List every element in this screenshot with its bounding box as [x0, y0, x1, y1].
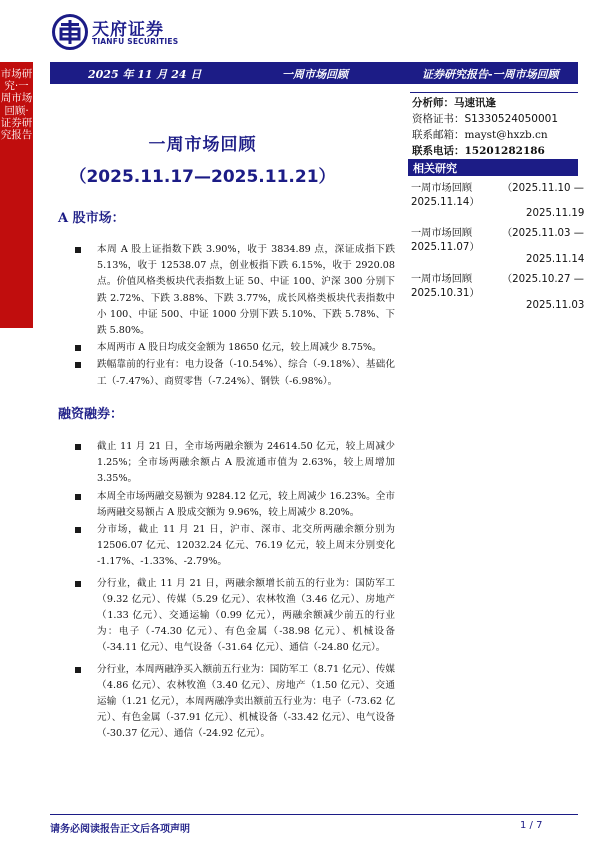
related-item-title[interactable]: 一周市场回顾	[411, 183, 473, 194]
bullet-square-icon	[75, 527, 81, 533]
footer-disclaimer[interactable]: 请务必阅读报告正文后各项声明	[50, 824, 190, 835]
related-item-date: 2025.11.03	[526, 300, 585, 311]
bullet-square-icon	[75, 362, 81, 368]
header-bar	[50, 62, 578, 84]
bullet-text: 截止 11 月 21 日，全市场两融余额为 24614.50 亿元，较上周减少 1.25%；全市场两融余额占 A 股流通市值为 2.63%，较上周增加 3.35%。	[97, 441, 395, 485]
list-item	[75, 489, 395, 521]
section-heading-a-share: A 股市场：	[58, 211, 125, 226]
related-item-date: 2025.11.19	[526, 208, 585, 219]
list-item	[75, 439, 395, 488]
bullet-text: 分市场，截止 11 月 21 日，沪市、深市、北交所两融余额分别为 12506.07 亿元、12032.24 亿元、76.19 亿元，较上周末分别变化 -1.17%、-1.33%、-2.79%。	[97, 524, 395, 568]
page-number: 1 / 7	[520, 820, 543, 831]
bullet-text: 分行业，本周两融净买入额前五行业为：国防军工（8.71 亿元）、传媒（4.86 亿元）、农林牧渔（3.40 亿元）、房地产（1.50 亿元）、交通运输（1.21 亿元），本周两融净卖出额前五行业为：电子（-73.62 亿元）、有色金属（-37.91 亿元）、机械设备（-33.42 亿元）、电气设备（-30.37 亿元）、通信（-24.92 亿元）。	[97, 663, 395, 740]
margin-trading-bullets	[75, 439, 395, 744]
analyst-divider	[410, 92, 578, 93]
analyst-phone: 联系电话：15201282186	[412, 145, 545, 157]
related-item-range: （2025.10.27 —	[502, 274, 584, 285]
bullet-square-icon	[75, 494, 81, 500]
list-item	[75, 357, 395, 389]
bullet-text: 本周 A 股上证指数下跌 3.90%，收于 3834.89 点，深证成指下跌 5.13%，收于 12538.07 点，创业板指下跌 6.15%，收于 2920.08 点。价值风格类板块代表指数上证 50、中证 100、沪深 300 分别下跌 2.72%、下跌 3.88%、下跌 3.77%，成长风格类板块代表指数中小 100、中证 500、中证 1000 分别下跌 5.10%、下跌 5.78%、下跌 5.80%。	[97, 244, 395, 337]
bullet-square-icon	[75, 581, 81, 587]
list-item	[75, 242, 395, 339]
section-heading-margin-trading: 融资融券：	[58, 407, 124, 422]
related-item-range-end: 2025.10.31）	[411, 288, 480, 299]
list-item	[75, 576, 395, 657]
list-item	[75, 340, 395, 356]
side-strip	[0, 62, 33, 328]
related-item-range: （2025.11.10 —	[502, 183, 584, 194]
related-item-range-end: 2025.11.14）	[411, 197, 480, 208]
footer-divider	[50, 814, 578, 815]
related-research-heading	[408, 159, 578, 176]
side-strip-text: 市场研究·一周市场回顾·证券研究报告	[0, 68, 33, 142]
header-report-type: 证券研究报告-一周市场回顾	[422, 68, 559, 81]
list-item	[75, 522, 395, 571]
related-item-title[interactable]: 一周市场回顾	[411, 228, 473, 239]
related-heading-text: 相关研究	[413, 162, 457, 175]
page-subtitle: （2025.11.17—2025.11.21）	[69, 167, 336, 187]
list-item	[75, 662, 395, 743]
header-date: 2025 年 11 月 24 日	[88, 68, 202, 81]
a-share-bullets	[75, 242, 395, 391]
related-item-date: 2025.11.14	[526, 254, 585, 265]
analyst-cert: 资格证书：S1330524050001	[412, 113, 559, 125]
bullet-text: 分行业，截止 11 月 21 日，两融余额增长前五的行业为：国防军工（9.32 亿元）、传媒（5.29 亿元）、农林牧渔（3.46 亿元）、房地产（1.33 亿元）、交通运输（0.99 亿元），两融余额减少前五的行业为：电子（-74.30 亿元）、有色金属（-38.98 亿元）、机械设备（-34.11 亿元）、电气设备（-31.64 亿元）、通信（-24.80 亿元）。	[97, 577, 395, 654]
analyst-email: 联系邮箱：mayst@hxzb.cn	[412, 129, 548, 141]
related-item-title[interactable]: 一周市场回顾	[411, 274, 473, 285]
bullet-square-icon	[75, 247, 81, 253]
bullet-text: 跌幅靠前的行业有：电力设备（-10.54%）、综合（-9.18%）、基础化工（-7.47%）、商贸零售（-7.24%）、钢铁（-6.98%）。	[97, 359, 395, 387]
bullet-text: 本周两市 A 股日均成交金额为 18650 亿元，较上周减少 8.75%。	[97, 342, 382, 354]
bullet-text: 本周全市场两融交易额为 9284.12 亿元，较上周减少 16.23%。全市场两融交易额占 A 股成交额为 9.96%，较上周减少 8.20%。	[97, 490, 395, 518]
header-category: 一周市场回顾	[282, 68, 348, 81]
bullet-square-icon	[75, 667, 81, 673]
brand-emblem-icon	[52, 14, 88, 50]
related-item-range-end: 2025.11.07）	[411, 242, 480, 253]
brand-subtitle: TIANFU SECURITIES	[92, 37, 179, 46]
brand-name: 天府证券	[92, 20, 164, 40]
page-title: 一周市场回顾	[148, 135, 257, 155]
bullet-square-icon	[75, 345, 81, 351]
bullet-square-icon	[75, 444, 81, 450]
analyst-name: 分析师：马速讯逢	[412, 97, 496, 109]
related-item-range: （2025.11.03 —	[502, 228, 584, 239]
